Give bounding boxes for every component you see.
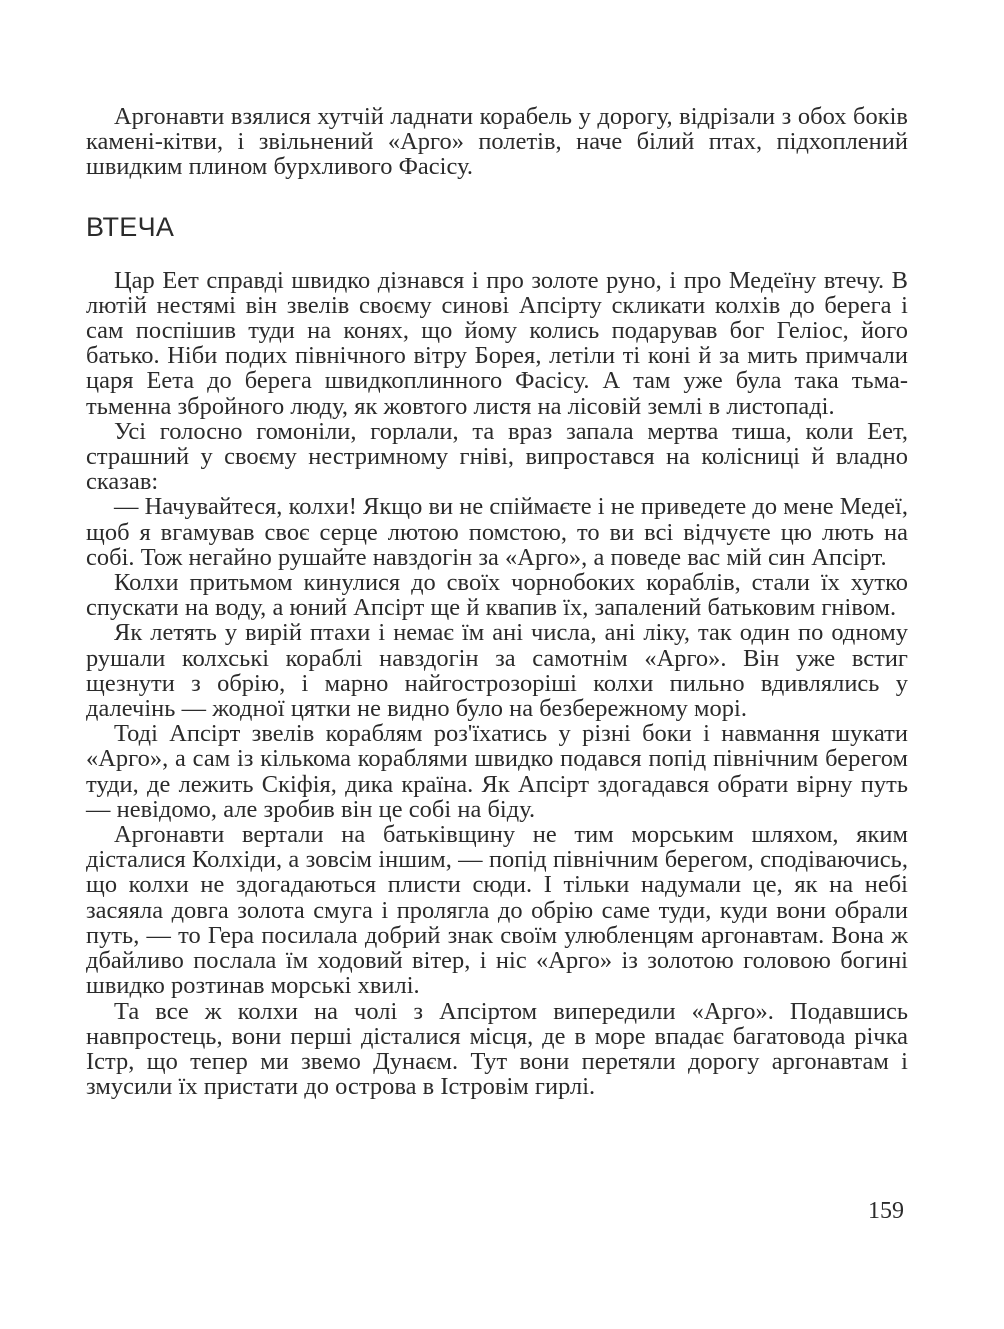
section-title: ВТЕЧА bbox=[86, 211, 175, 242]
dialogue-paragraph: — Начувайтеся, колхи! Якщо ви не спіймаєте і не приведете до мене Медеї, щоб я вгамував своє серце лютою помстою, то ви всі відчуєте цю лють на собі. Тож негайно рушайте навздогін за «Арго», а поведе вас мій син Апсірт. bbox=[86, 493, 908, 571]
body-paragraph: Колхи притьмом кинулися до своїх чорнобоких кораблів, стали їх хутко спускати на воду, а юний Апсірт ще й квапив їх, запалений батьковим гнівом. bbox=[86, 569, 908, 622]
intro-paragraph: Аргонавти взялися хутчій ладнати корабель у дорогу, відрізали з обох боків камені-кітви, і звільнений «Арго» полетів, наче білий птах, підхоплений швидким плином бурхливого Фасісу. bbox=[86, 103, 908, 181]
page-body bbox=[86, 104, 908, 1099]
body-paragraph: Та все ж колхи на чолі з Апсіртом випередили «Арго». Подавшись навпростець, вони перші дісталися місця, де в море впадає багатовода річка Істр, що тепер ми звемо Дунаєм. Тут вони перетяли дорогу аргонавтам і змусили їх пристати до острова в Істровім гирлі. bbox=[86, 997, 908, 1101]
body-paragraph: Цар Еет справді швидко дізнався і про золоте руно, і про Медеїну втечу. В лютій нестямі він звелів своєму синові Апсірту скликати колхів до берега і сам поспішив туди на конях, що йому колись подарував бог Геліос, його батько. Ніби подих північного вітру Борея, летіли ті коні й за мить примчали царя Еета до берега швидкоплинного Фасісу. А там уже була така тьма-тьменна збройного люду, як жовтого листя на лісовій землі в листопаді. bbox=[86, 266, 908, 420]
body-paragraph: Усі голосно гомоніли, горлали, та враз запала мертва тиша, коли Еет, страшний у своєму нестримному гніві, випростався на колісниці й владно сказав: bbox=[86, 417, 908, 496]
body-paragraph: Аргонавти вертали на батьківщину не тим морським шляхом, яким дісталися Колхіди, а зовсім іншим, — попід північним берегом, сподіваючись, що колхи не здогадаються плисти сюди. І тільки надумали це, як на небі засяяла довга золота смуга і пролягла до обрію саме туди, куди вони обрали путь, — то Гера посилала добрий знак своїм улюбленцям аргонавтам. Вона ж дбайливо послала їм ходовий вітер, і ніс «Арго» із золотою головою богині швидко розтинав морські хвилі. bbox=[86, 821, 908, 1000]
body-paragraph: Тоді Апсірт звелів кораблям роз'їхатись у різні боки і навмання шукати «Арго», а сам із кількома кораблями швидко подався попід північним берегом туди, де лежить Скіфія, дика країна. Як Апсірт здогадався обрати вірну путь — невідомо, але зробив він це собі на біду. bbox=[86, 720, 908, 823]
body-paragraph: Як летять у вирій птахи і немає їм ані числа, ані ліку, так один по одному рушали колхські кораблі навздогін за самотнім «Арго». Він уже встиг щезнути з обрію, і марно найгострозоріші колхи пильно вдивлялись у далечінь — жодної цятки не видно було на безбережному морі. bbox=[86, 619, 908, 723]
page-number: 159 bbox=[868, 1198, 904, 1224]
